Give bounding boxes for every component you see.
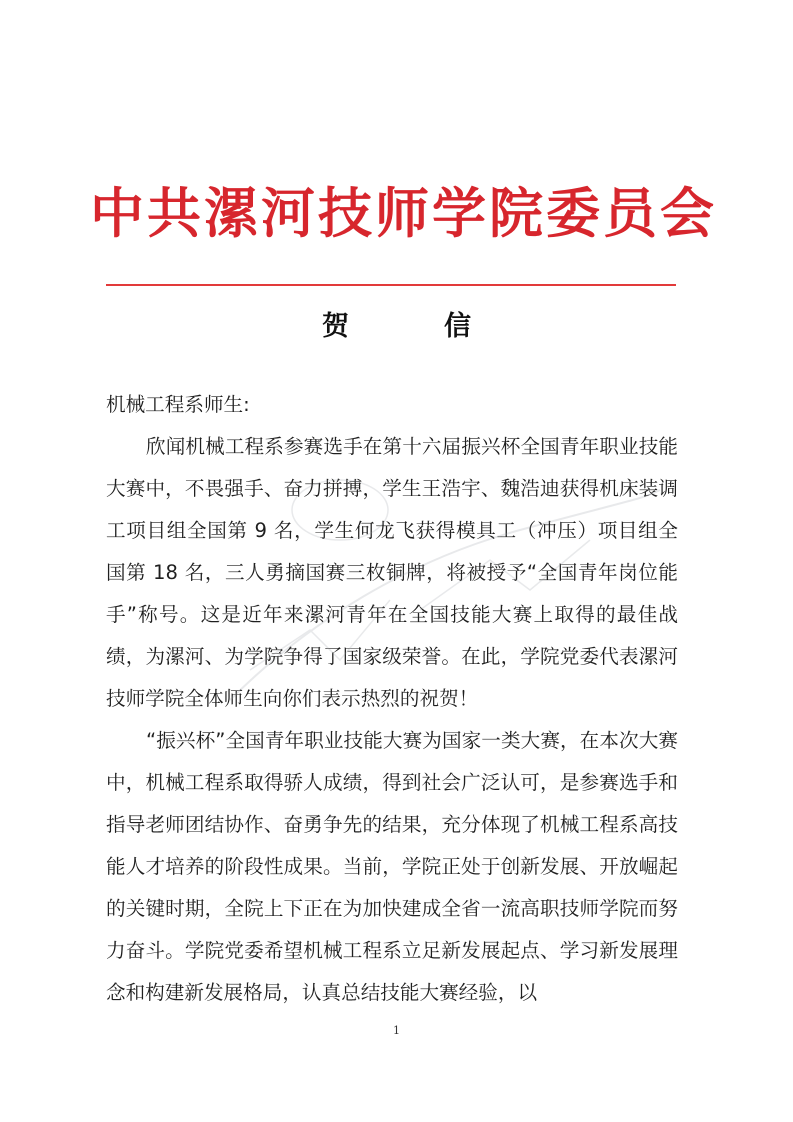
- paragraph-1: 欣闻机械工程系参赛选手在第十六届振兴杯全国青年职业技能大赛中，不畏强手、奋力拼搏，学生王浩宇、魏浩迪获得机床装调工项目组全国第 9 名，学生何龙飞获得模具工（冲压）项目组全国第 18 名，三人勇摘国赛三枚铜牌，将被授予“全国青年岗位能手”称号。这是近年来漯河青年在全国技能大赛上取得的最佳战绩，为漯河、为学院争得了国家级荣誉。在此，学院党委代表漯河技师学院全体师生向你们表示热烈的祝贺！: [106, 435, 678, 710]
- letterhead-org-name: 中共漯河技师学院委员会: [90, 181, 717, 245]
- letter-body: [106, 384, 678, 1014]
- salutation: 机械工程系师生:: [106, 393, 250, 416]
- document-title: 贺 信: [322, 311, 505, 342]
- paragraph-2: “振兴杯”全国青年职业技能大赛为国家一类大赛，在本次大赛中，机械工程系取得骄人成绩，得到社会广泛认可，是参赛选手和指导老师团结协作、奋勇争先的结果，充分体现了机械工程系高技能人才培养的阶段性成果。当前，学院正处于创新发展、开放崛起的关键时期，全院上下正在为加快建成全省一流高职技师学院而努力奋斗。学院党委希望机械工程系立足新发展起点、学习新发展理念和构建新发展格局，认真总结技能大赛经验，以: [106, 729, 678, 1004]
- letterhead-red-rule: [106, 284, 676, 286]
- page-number: 1: [393, 1024, 400, 1037]
